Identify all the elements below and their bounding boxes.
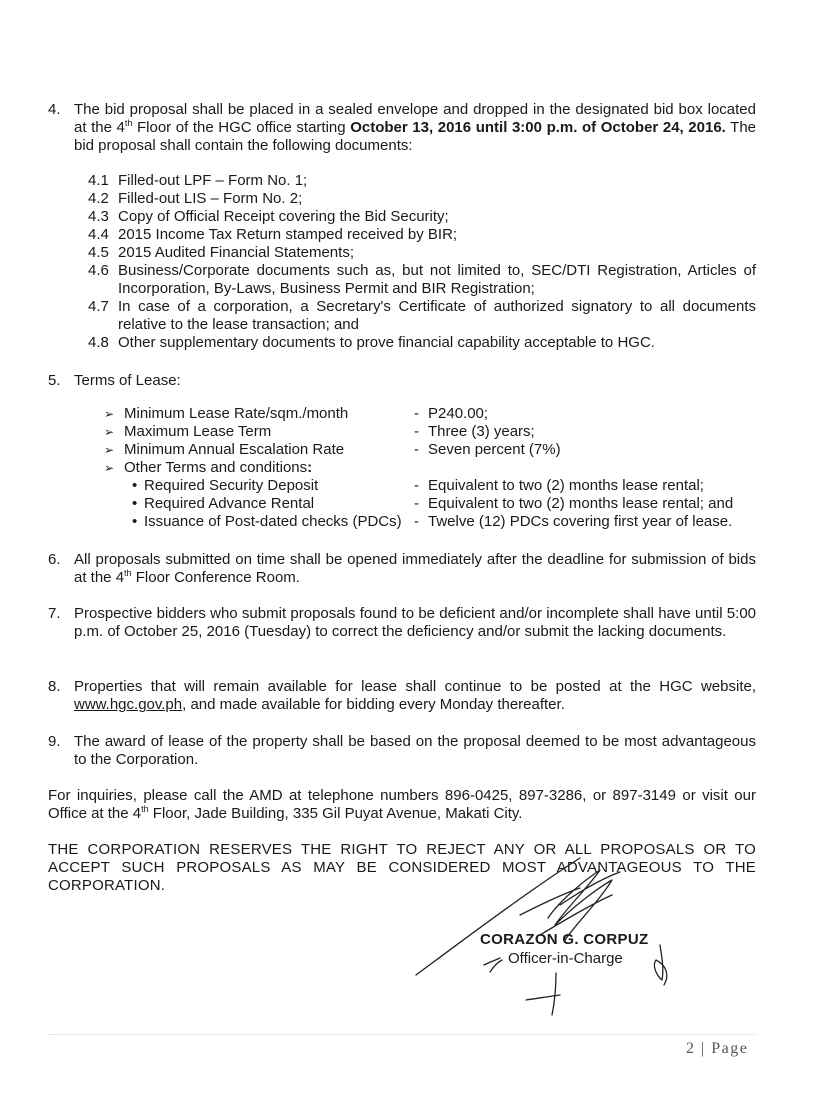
page-number: 2 [686,1040,696,1057]
sublist-item: 4.6 Business/Corporate documents such as, but not limited to, SEC/DTI Registration, Articles of Incorporation, By-Laws, Business Permit and BIR Registration; [88,262,756,297]
reservation-clause: THE CORPORATION RESERVES THE RIGHT TO REJECT ANY OR ALL PROPOSALS OR TO ACCEPT SUCH PROPOSALS AS MAY BE CONSIDERED MOST ADVANTAGEOUS TO THE CORPORATION. [48,841,756,894]
footer-divider [48,1034,756,1035]
sublist-item: 4.5 2015 Audited Financial Statements; [88,244,354,261]
bullet-row: • Issuance of Post-dated checks (PDCs) - Twelve (12) PDCs covering first year of lease. [132,513,733,530]
dot-bullet-icon: • [132,495,138,512]
inquiries-paragraph: For inquiries, please call the AMD at telephone numbers 896-0425, 897-3286, or 897-3149 or visit our Office at the 4th Floor, Jade Building, 335 Gil Puyat Avenue, Makati City. [48,787,756,822]
sublist-item: 4.2 Filled-out LIS – Form No. 2; [88,190,303,207]
page-label: Page [711,1040,749,1057]
signatory-name: CORAZON G. CORPUZ [480,931,649,948]
bullet-row: • Required Security Deposit - Equivalent to two (2) months lease rental; [132,477,704,494]
arrow-bullet-icon: ➢ [104,443,115,457]
sublist-item: 4.4 2015 Income Tax Return stamped received by BIR; [88,226,458,243]
item-4-text: The bid proposal shall be placed in a sealed envelope and dropped in the designated bid box located at the 4th Floor of the HGC office starting October 13, 2016 until 3:00 p.m. of October 24, 2016. The bid proposal shall contain the following documents: [74,101,757,154]
item-5-number: 5. [48,372,61,389]
item-7: 7. Prospective bidders who submit proposals found to be deficient and/or incomplete shall have until 5:00 p.m. of October 25, 2016 (Tuesday) to correct the deficiency and/or submit the lacking documents. [48,605,756,640]
term-row-other: ➢ Other Terms and conditions: [104,459,313,476]
arrow-bullet-icon: ➢ [104,461,115,475]
bullet-row: • Required Advance Rental - Equivalent to two (2) months lease rental; and [132,495,734,512]
term-row: ➢ Minimum Lease Rate/sqm./month - P240.00; [104,405,489,422]
footer-separator: | [701,1040,706,1057]
bid-dates: October 13, 2016 until 3:00 p.m. of October 24, 2016. [350,119,726,136]
item-4-number: 4. [48,101,61,118]
arrow-bullet-icon: ➢ [104,425,115,439]
term-row: ➢ Maximum Lease Term - Three (3) years; [104,423,535,440]
sublist-item: 4.1 Filled-out LPF – Form No. 1; [88,172,308,189]
term-row: ➢ Minimum Annual Escalation Rate - Seven percent (7%) [104,441,561,458]
dot-bullet-icon: • [132,513,138,530]
sublist-item: 4.3 Copy of Official Receipt covering the Bid Security; [88,208,449,225]
sublist-item: 4.8 Other supplementary documents to prove financial capability acceptable to HGC. [88,334,655,351]
arrow-bullet-icon: ➢ [104,407,115,421]
hgc-website-link[interactable]: www.hgc.gov.ph [74,696,183,713]
item-8: 8. Properties that will remain available for lease shall continue to be posted at the HGC website, www.hgc.gov.ph, and made available for bidding every Monday thereafter. [48,678,756,713]
dot-bullet-icon: • [132,477,138,494]
item-5-title: Terms of Lease: [74,372,181,389]
page-footer [686,1040,748,1058]
signatory-title: Officer-in-Charge [508,950,623,967]
item-6: 6. All proposals submitted on time shall be opened immediately after the deadline for submission of bids at the 4th Floor Conference Room. [48,551,756,586]
item-9: 9. The award of lease of the property shall be based on the proposal deemed to be most advantageous to the Corporation. [48,733,756,768]
sublist-item: 4.7 In case of a corporation, a Secretary's Certificate of authorized signatory to all documents relative to the lease transaction; and [88,298,756,333]
